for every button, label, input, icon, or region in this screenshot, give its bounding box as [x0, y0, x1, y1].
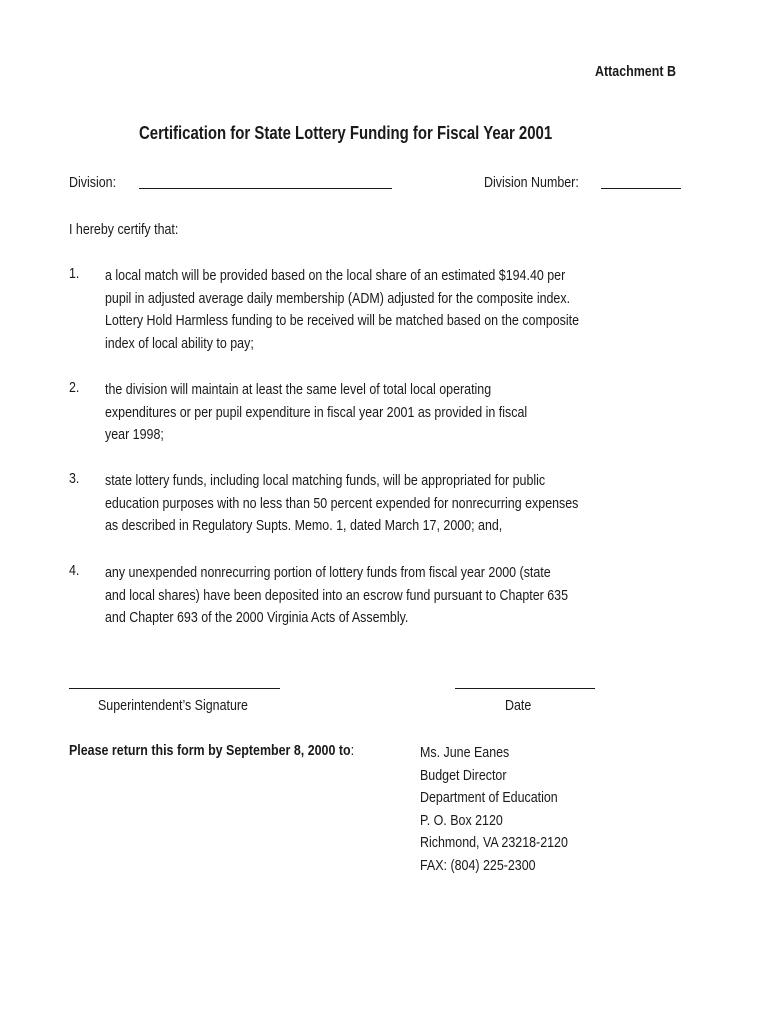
address-line: Department of Education: [420, 789, 558, 806]
superintendent-signature-label: Superintendent’s Signature: [98, 697, 248, 714]
list-item: any unexpended nonrecurring portion of lottery funds from fiscal year 2000 (state and local shares) have been deposited into an escrow fund pursuant to Chapter 635 and Chapter 693 of the 2000 Virginia Acts of Assembly.: [105, 564, 569, 626]
list-item: a local match will be provided based on the local share of an estimated $194.40 per pupil in adjusted average daily membership (ADM) adjusted for the composite index. Lottery Hold Harmless funding to be received will be matched based on the composite index of local ability to pay;: [105, 267, 580, 352]
list-item: the division will maintain at least the same level of total local operating expenditures or per pupil expenditure in fiscal year 2001 as provided in fiscal year 1998;: [105, 381, 528, 443]
attachment-label: Attachment B: [595, 63, 676, 80]
intro-text: I hereby certify that:: [69, 221, 179, 238]
item-number: 3.: [69, 470, 80, 487]
division-label: Division:: [69, 174, 117, 191]
signature-line[interactable]: [69, 688, 280, 689]
return-address: [420, 742, 568, 877]
division-field[interactable]: [139, 188, 392, 189]
date-label: Date: [505, 697, 532, 714]
address-line: P. O. Box 2120: [420, 811, 503, 829]
division-number-label: Division Number:: [484, 174, 579, 191]
address-line: FAX: (804) 225-2300: [420, 856, 536, 874]
address-line: Richmond, VA 23218-2120: [420, 834, 568, 851]
item-number: 2.: [69, 379, 80, 396]
item-number: 4.: [69, 562, 80, 579]
list-item: state lottery funds, including local matching funds, will be appropriated for public education purposes with no less than 50 percent expended for nonrecurring expenses as described in Regulatory Supts. Memo. 1, dated March 17, 2000; and,: [105, 472, 579, 534]
return-instruction: Please return this form by September 8, 2000 to:: [69, 742, 355, 759]
date-line[interactable]: [455, 688, 595, 689]
item-number: 1.: [69, 265, 80, 282]
division-number-field[interactable]: [601, 188, 681, 189]
address-line: Budget Director: [420, 766, 507, 784]
address-line: Ms. June Eanes: [420, 744, 510, 761]
page-title: Certification for State Lottery Funding for Fiscal Year 2001: [139, 123, 553, 143]
